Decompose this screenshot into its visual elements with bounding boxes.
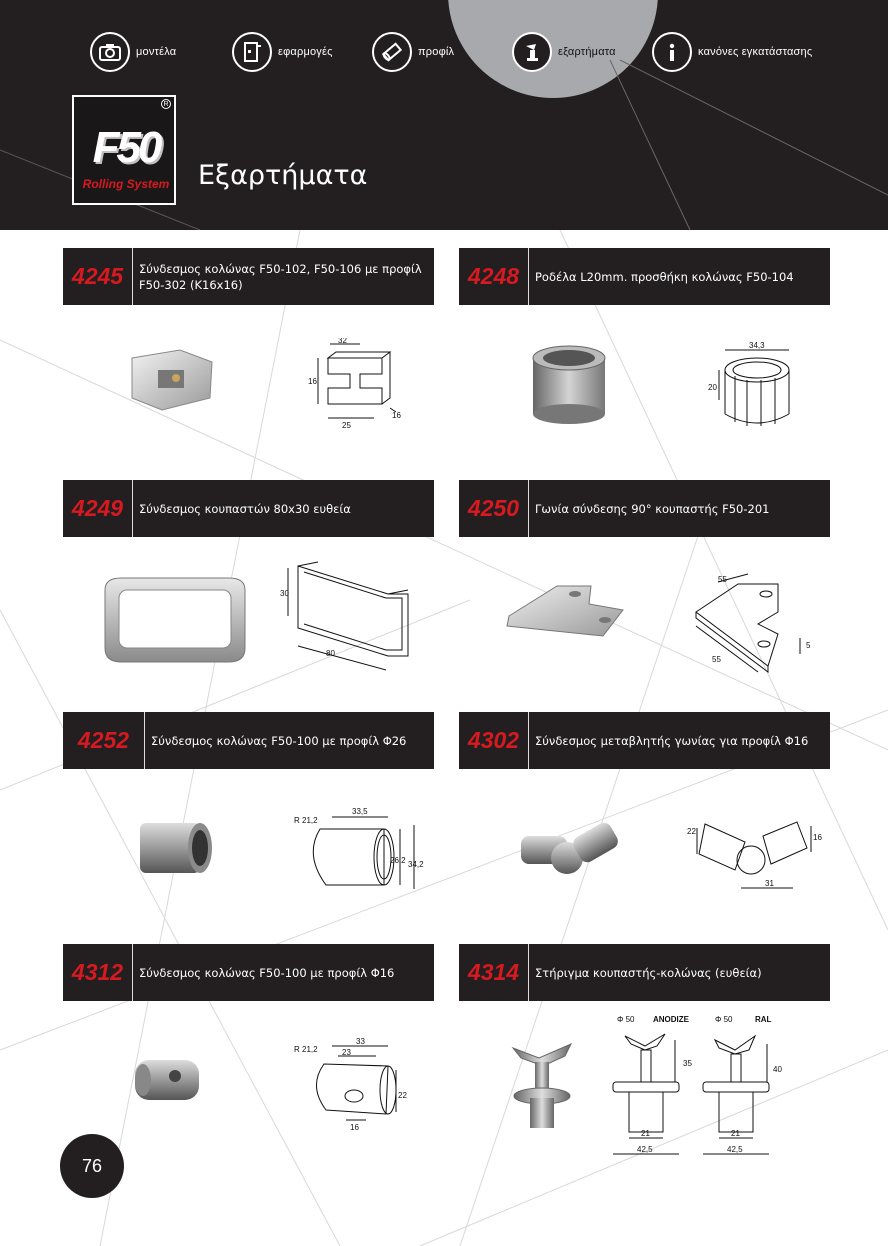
product-drawing-4302 bbox=[685, 808, 825, 898]
nav-item-models[interactable] bbox=[90, 30, 176, 74]
product-header-4314 bbox=[459, 944, 830, 1001]
product-code: 4312 bbox=[63, 944, 133, 1001]
product-header-4245 bbox=[63, 248, 434, 305]
product-drawing-4245 bbox=[300, 338, 410, 430]
nav-label-accessories: εξαρτήματα bbox=[558, 46, 616, 58]
dim-label: 55 bbox=[718, 575, 727, 584]
product-drawing-4249 bbox=[278, 556, 428, 674]
product-description: Σύνδεσμος κολώνας F50-100 με προφίλ Φ26 bbox=[151, 733, 407, 748]
profile-tube-icon bbox=[372, 32, 412, 72]
dim-label: 5 bbox=[806, 641, 811, 650]
brand-logo bbox=[72, 95, 176, 205]
page-number: 76 bbox=[60, 1134, 124, 1198]
product-photo-4252 bbox=[130, 815, 220, 881]
product-description: Σύνδεσμος κολώνας F50-100 με προφίλ Φ16 bbox=[139, 965, 395, 980]
dim-label: 55 bbox=[712, 655, 721, 664]
product-drawing-4312 bbox=[290, 1036, 420, 1132]
nav-item-applications[interactable] bbox=[232, 30, 333, 74]
logo-mark: F50 bbox=[92, 123, 160, 172]
dim-label: 21 bbox=[731, 1129, 740, 1138]
product-description: Σύνδεσμος κολώνας F50-102, F50-106 με προφίλ F50-302 (K16x16) bbox=[139, 261, 422, 292]
dim-label: 42,5 bbox=[727, 1145, 743, 1154]
product-photo-4314 bbox=[505, 1036, 585, 1136]
product-code: 4250 bbox=[459, 480, 529, 537]
dim-label: 30 bbox=[280, 589, 289, 598]
dim-label: 25 bbox=[342, 421, 351, 430]
product-code: 4252 bbox=[63, 712, 145, 769]
dim-label: 26,2 bbox=[390, 856, 406, 865]
top-navigation bbox=[0, 30, 888, 74]
product-description: Σύνδεσμος μεταβλητής γωνίας για προφίλ Φ16 bbox=[535, 733, 809, 748]
dim-label: 33 bbox=[356, 1037, 365, 1046]
dim-label: 16 bbox=[350, 1123, 359, 1132]
product-code: 4314 bbox=[459, 944, 529, 1001]
dim-label: 16 bbox=[392, 411, 401, 420]
dim-label: 42,5 bbox=[637, 1145, 653, 1154]
product-description: Σύνδεσμος κουπαστών 80x30 ευθεία bbox=[139, 501, 351, 516]
product-code: 4248 bbox=[459, 248, 529, 305]
dim-label: 16 bbox=[308, 377, 317, 386]
product-photo-4245 bbox=[120, 340, 220, 420]
nav-label-profiles: προφίλ bbox=[418, 46, 455, 58]
product-photo-4302 bbox=[515, 818, 625, 884]
dim-label: 35 bbox=[683, 1059, 692, 1068]
product-photo-4312 bbox=[125, 1050, 215, 1110]
dim-label: 16 bbox=[813, 833, 822, 842]
dim-label: 32 bbox=[338, 338, 347, 345]
dim-label: 33,5 bbox=[352, 807, 368, 816]
dim-label: Φ 50 bbox=[715, 1015, 733, 1024]
product-header-4302 bbox=[459, 712, 830, 769]
info-icon bbox=[652, 32, 692, 72]
product-header-4252 bbox=[63, 712, 434, 769]
product-drawing-4314 bbox=[605, 1010, 805, 1156]
accessory-icon bbox=[512, 32, 552, 72]
dim-label: 22 bbox=[398, 1091, 407, 1100]
camera-icon bbox=[90, 32, 130, 72]
dim-label: 34,3 bbox=[749, 341, 765, 350]
product-description: Ροδέλα L20mm. προσθήκη κολώνας F50-104 bbox=[535, 269, 794, 284]
nav-label-models: μοντέλα bbox=[136, 46, 177, 58]
product-description: Γωνία σύνδεσης 90° κουπαστής F50-201 bbox=[535, 501, 770, 516]
dim-label: R 21,2 bbox=[294, 1045, 318, 1054]
registered-mark: R bbox=[161, 99, 171, 109]
product-code: 4245 bbox=[63, 248, 133, 305]
dim-label: RAL bbox=[755, 1015, 772, 1024]
dim-label: ANODIZE bbox=[653, 1015, 689, 1024]
product-header-4250 bbox=[459, 480, 830, 537]
door-icon bbox=[232, 32, 272, 72]
header bbox=[0, 0, 888, 230]
product-photo-4250 bbox=[505, 580, 625, 650]
dim-label: 34,2 bbox=[408, 860, 424, 869]
dim-label: 31 bbox=[765, 879, 774, 888]
dim-label: 80 bbox=[326, 649, 335, 658]
dim-label: 21 bbox=[641, 1129, 650, 1138]
dim-label: R 21,2 bbox=[294, 816, 318, 825]
product-description: Στήριγμα κουπαστής-κολώνας (ευθεία) bbox=[535, 965, 762, 980]
product-photo-4248 bbox=[525, 340, 615, 425]
dim-label: Φ 50 bbox=[617, 1015, 635, 1024]
dim-label: 40 bbox=[773, 1065, 782, 1074]
dim-label: 23 bbox=[342, 1048, 351, 1057]
product-code: 4249 bbox=[63, 480, 133, 537]
nav-item-installation-rules[interactable] bbox=[652, 30, 812, 74]
nav-label-applications: εφαρμογές bbox=[278, 46, 333, 58]
page-title: Εξαρτήματα bbox=[198, 160, 368, 191]
product-header-4248 bbox=[459, 248, 830, 305]
product-code: 4302 bbox=[459, 712, 529, 769]
product-photo-4249 bbox=[95, 570, 255, 670]
dim-label: 22 bbox=[687, 827, 696, 836]
product-drawing-4252 bbox=[290, 805, 430, 895]
nav-item-profiles[interactable] bbox=[372, 30, 454, 74]
product-header-4312 bbox=[63, 944, 434, 1001]
product-header-4249 bbox=[63, 480, 434, 537]
nav-item-accessories[interactable] bbox=[512, 30, 616, 74]
dim-label: 20 bbox=[708, 383, 717, 392]
product-drawing-4250 bbox=[678, 572, 818, 680]
logo-tagline: Rolling System bbox=[82, 177, 170, 191]
product-drawing-4248 bbox=[705, 340, 805, 430]
nav-label-installation-rules: κανόνες εγκατάστασης bbox=[698, 46, 813, 58]
